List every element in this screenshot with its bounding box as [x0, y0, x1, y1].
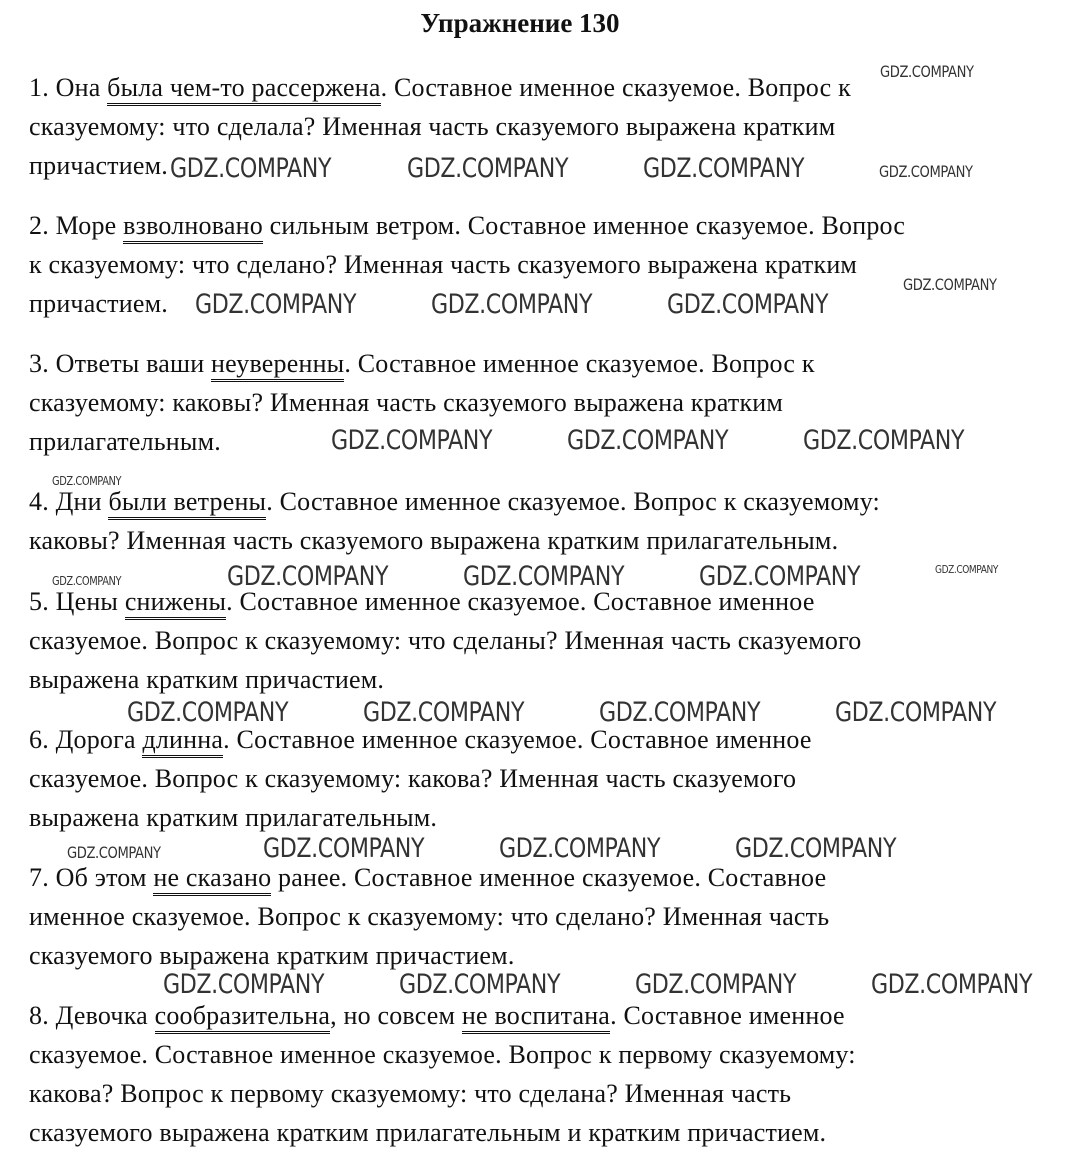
- watermark: GDZ.COMPANY: [643, 153, 805, 184]
- exercise-2: 2. Море взволновано сильным ветром. Составное именное сказуемое. Вопрос к сказуемому: что сделано? Именная часть сказуемого выражена кратким причастием.: [29, 211, 906, 318]
- watermark: GDZ.COMPANY: [170, 153, 332, 184]
- predicate-6: длинна: [142, 725, 223, 758]
- watermark: GDZ.COMPANY: [835, 697, 997, 728]
- exercise-3: 3. Ответы ваши неуверенны. Составное именное сказуемое. Вопрос к сказуемому: каковы? Именная часть сказуемого выражена кратким прилагательным.: [29, 349, 815, 456]
- watermark: GDZ.COMPANY: [567, 425, 729, 456]
- predicate-2: взволновано: [123, 211, 263, 244]
- watermark: GDZ.COMPANY: [499, 833, 661, 864]
- exercise-8: 8. Девочка сообразительна, но совсем не воспитана. Составное именное сказуемое. Составное именное сказуемое. Вопрос к первому сказуемому: какова? Вопрос к первому сказуемому: что сделана? Именная часть сказуемого выражена кратким прилагательным и кратким причастием.: [29, 1001, 856, 1147]
- watermark: GDZ.COMPANY: [163, 969, 325, 1000]
- watermark: GDZ.COMPANY: [903, 275, 997, 294]
- exercise-1: 1. Она была чем-то рассержена. Составное именное сказуемое. Вопрос к сказуемому: что сделала? Именная часть сказуемого выражена кратким причастием.: [29, 73, 851, 180]
- watermark: GDZ.COMPANY: [331, 425, 493, 456]
- exercise-6: 6. Дорога длинна. Составное именное сказуемое. Составное именное сказуемое. Вопрос к сказуемому: какова? Именная часть сказуемого выражена кратким прилагательным.: [29, 725, 812, 832]
- watermark: GDZ.COMPANY: [399, 969, 561, 1000]
- exercise-4: 4. Дни были ветрены. Составное именное сказуемое. Вопрос к сказуемому: каковы? Именная часть сказуемого выражена кратким прилагательным.: [29, 487, 880, 555]
- watermark: GDZ.COMPANY: [407, 153, 569, 184]
- watermark: GDZ.COMPANY: [803, 425, 965, 456]
- watermark: GDZ.COMPANY: [871, 969, 1033, 1000]
- watermark: GDZ.COMPANY: [880, 62, 974, 81]
- exercise-7: 7. Об этом не сказано ранее. Составное именное сказуемое. Составное именное сказуемое. Вопрос к сказуемому: что сделано? Именная часть сказуемого выражена кратким причастием.: [29, 863, 830, 970]
- exercise-5: 5. Цены снижены. Составное именное сказуемое. Составное именное сказуемое. Вопрос к сказуемому: что сделаны? Именная часть сказуемого выражена кратким причастием.: [29, 587, 862, 694]
- watermark: GDZ.COMPANY: [599, 697, 761, 728]
- predicate-3: неуверенны: [211, 349, 344, 382]
- predicate-8b: не воспитана: [462, 1001, 610, 1034]
- predicate-7: не сказано: [153, 863, 271, 896]
- watermark: GDZ.COMPANY: [227, 561, 389, 592]
- page-title: Упражнение 130: [420, 8, 620, 38]
- watermark: GDZ.COMPANY: [879, 162, 973, 181]
- watermark: GDZ.COMPANY: [127, 697, 289, 728]
- watermark: GDZ.COMPANY: [463, 561, 625, 592]
- predicate-8a: сообразительна: [155, 1001, 330, 1034]
- watermark: GDZ.COMPANY: [67, 843, 161, 862]
- predicate-4: были ветрены: [108, 487, 266, 520]
- watermark: GDZ.COMPANY: [635, 969, 797, 1000]
- watermark: GDZ.COMPANY: [699, 561, 861, 592]
- watermark: GDZ.COMPANY: [263, 833, 425, 864]
- watermark: GDZ.COMPANY: [52, 574, 122, 588]
- watermark: GDZ.COMPANY: [935, 563, 998, 576]
- watermark: GDZ.COMPANY: [52, 474, 122, 488]
- predicate-1: была чем-то рассержена: [107, 73, 380, 106]
- watermark: GDZ.COMPANY: [363, 697, 525, 728]
- watermark: GDZ.COMPANY: [195, 289, 357, 320]
- predicate-5: снижены: [125, 587, 226, 620]
- watermark: GDZ.COMPANY: [667, 289, 829, 320]
- watermark: GDZ.COMPANY: [735, 833, 897, 864]
- watermark: GDZ.COMPANY: [431, 289, 593, 320]
